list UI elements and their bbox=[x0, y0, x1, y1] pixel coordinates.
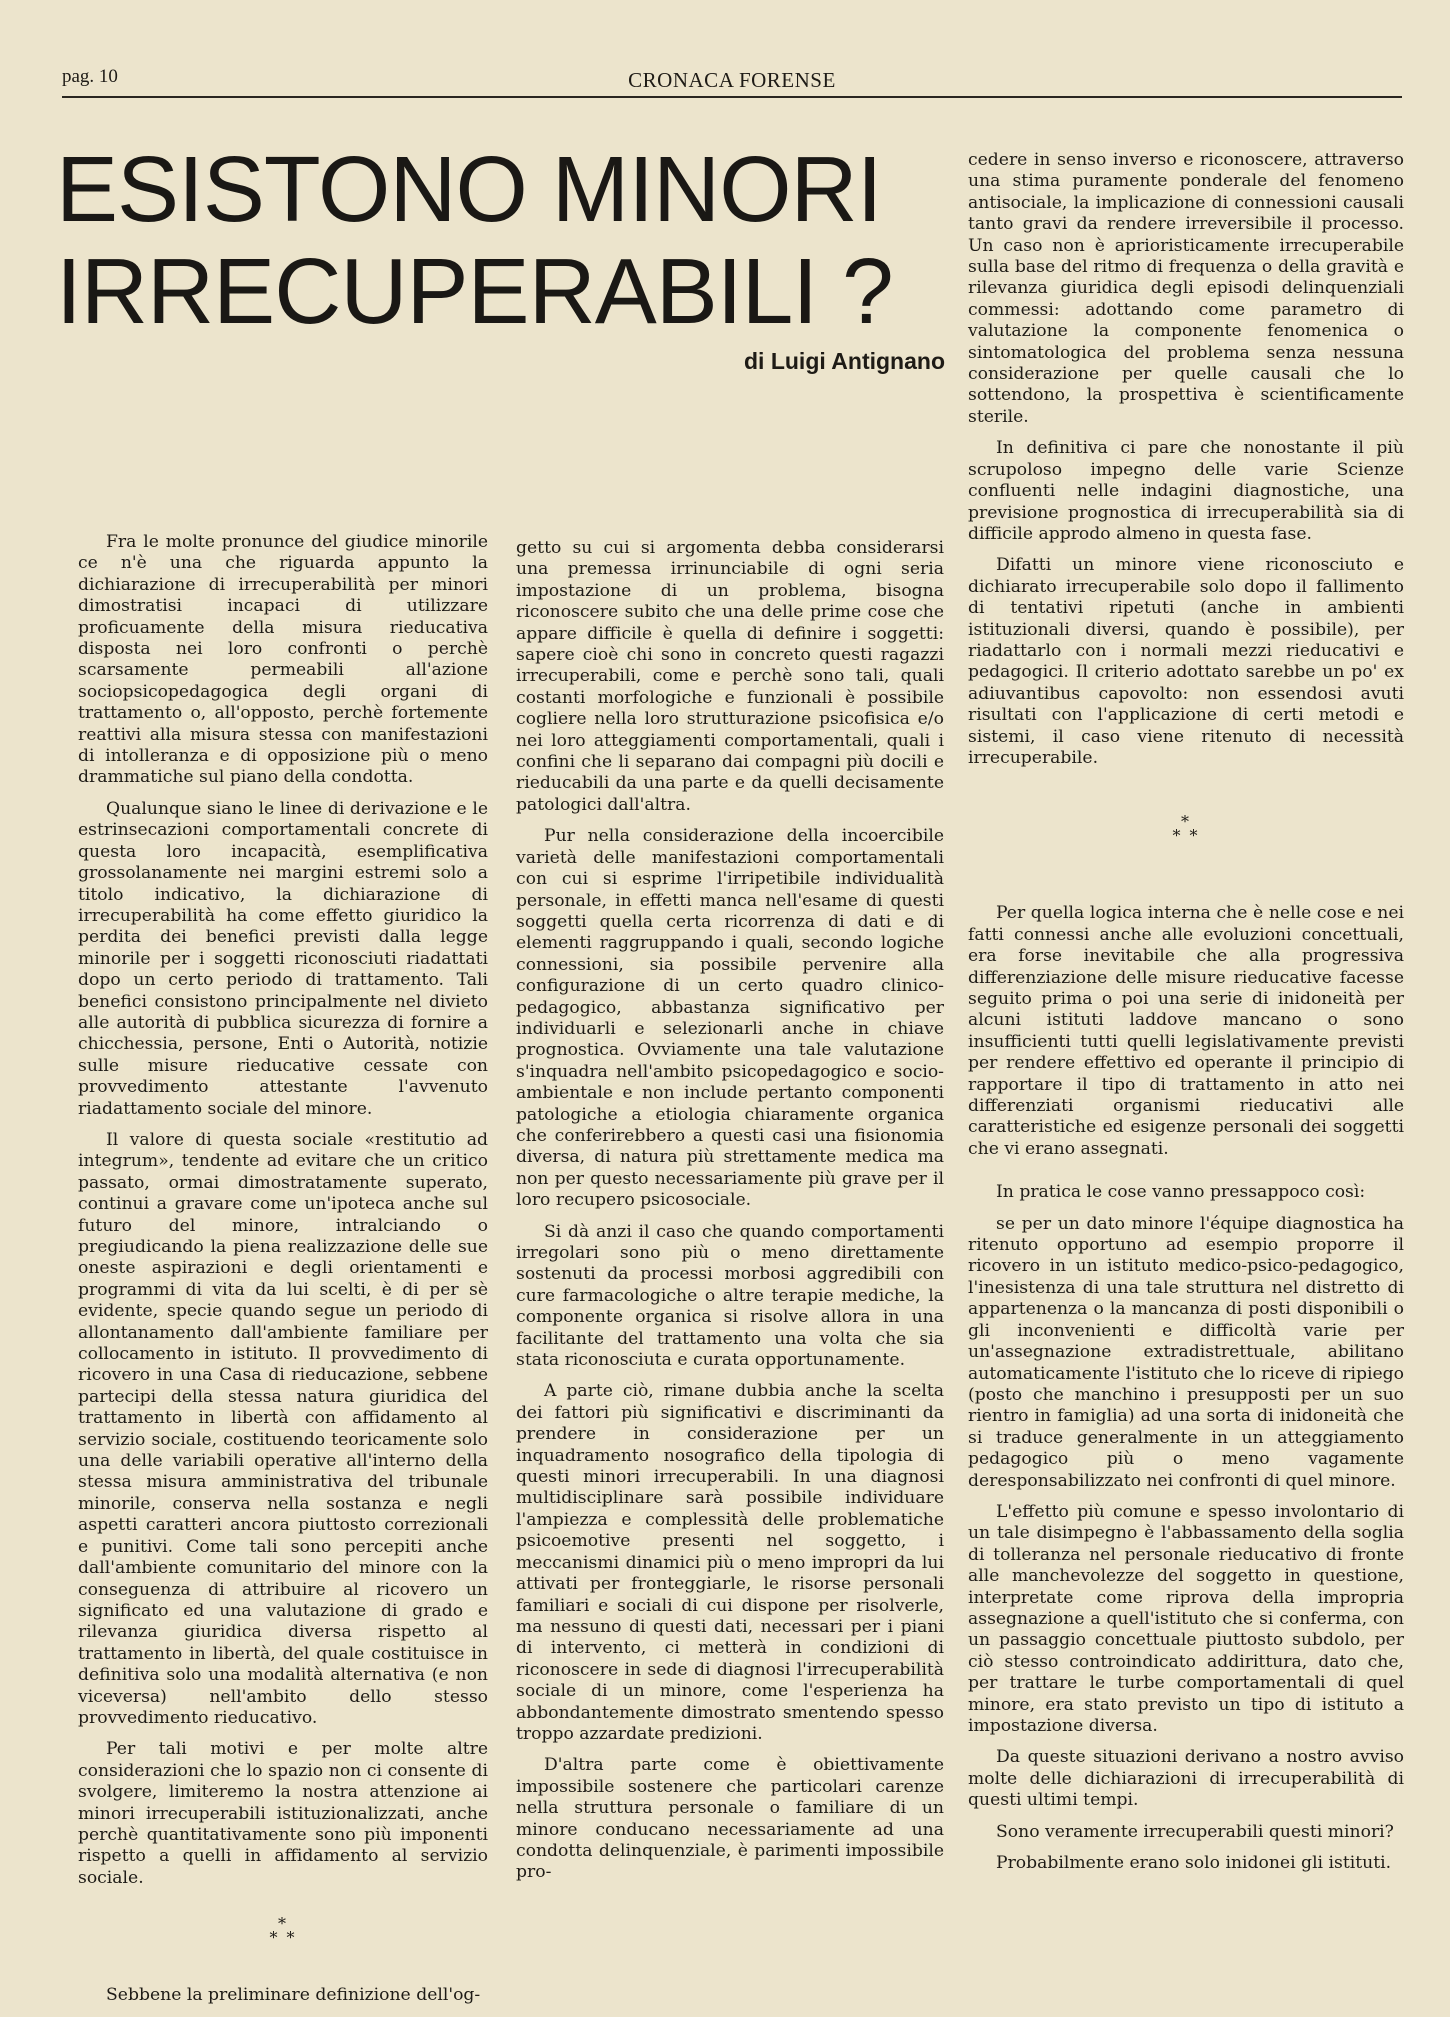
paragraph: In pratica le cose vanno pressappoco così: bbox=[996, 1182, 1366, 1203]
article-title-line-2: IRRECUPERABILI ? bbox=[56, 239, 893, 343]
paragraph: D'altra parte come è obiettivamente impossibile sostenere che particolari carenze nella struttura personale o familiare di un minore conducano necessariamente ad una condotta delinquenziale, è parimenti impossibile pro- bbox=[516, 1755, 944, 1883]
paragraph: Difatti un minore viene riconosciuto e dichiarato irrecuperabile solo dopo il fallimento di tentativi ripetuti (anche in ambienti istituzionali diversi, quando è possibile), per riadattarlo con i normali mezzi rieducativi e pedagogici. Il criterio adottato sarebbe un po' ex adiuvantibus capovolto: non essendosi avuti risultati con l'applicazione di certi metodi e sistemi, il caso viene ritenuto di necessità irrecuperabile. bbox=[968, 555, 1404, 768]
paragraph: Per quella logica interna che è nelle cose e nei fatti connessi anche alle evoluzioni concettuali, era forse inevitabile che alla progressiva differenziazione delle misure rieducative facesse seguito prima o poi una serie di inidoneità per alcuni istituti laddove mancano o sono insufficienti tutti quelli legislativamente previsti per rendere effettivo ed operante il principio di rapportare il tipo di trattamento in atto nei differenziati organismi rieducativi alle caratteristiche ed esigenze personali dei soggetti che vi erano assegnati. bbox=[968, 903, 1404, 1159]
separator-star: * bbox=[286, 1928, 297, 1948]
text-column-3 bbox=[968, 150, 1404, 1884]
paragraph: se per un dato minore l'équipe diagnostica ha ritenuto opportuno ad esempio proporre il ricovero in un istituto medico-psico-pedagogico, l'inesistenza di una tale struttura nel distretto di appartenenza o la mancanza di posti disponibili o gli inconvenienti e difficoltà varie per un'assegnazione extradistrettuale, abilitano automaticamente l'istituto che lo riceve di ripiego (posto che manchino i presupposti per un suo rientro in famiglia) ad una sorta di inidoneità che si traduce generalmente in un atteggiamento pedagogico più o meno vagamente deresponsabilizzato nei confronti di quel minore. bbox=[968, 1213, 1404, 1491]
section-separator bbox=[78, 1914, 488, 1948]
text-column-2 bbox=[516, 538, 944, 1894]
paragraph: Fra le molte pronunce del giudice minorile ce n'è una che riguarda appunto la dichiarazione di irrecuperabilità per minori dimostratisi incapaci di utilizzare proficuamente della misura rieducativa disposta nei loro confronti o perchè scarsamente permeabili all'azione sociopsicopedagogica degli organi di trattamento o, all'opposto, perchè fortemente reattivi alla misura stessa con manifestazioni di intolleranza e di opposizione più o meno drammatiche sul piano della condotta. bbox=[78, 532, 488, 788]
paragraph: getto su cui si argomenta debba considerarsi una premessa irrinunciabile di ogni seria impostazione di un problema, bisogna riconoscere subito che una delle prime cose che appare difficile è quella di definire i soggetti: sapere cioè chi sono in concreto questi ragazzi irrecuperabili, come e perchè sono tali, quali costanti morfologiche e funzionali è possibile cogliere nella loro strutturazione psicofisica e/o nei loro atteggiamenti comportamentali, quali i confini che li separano dai compagni più docili e rieducabili da una parte e da quelli decisamente patologici dall'altra. bbox=[516, 538, 944, 815]
separator-star: * bbox=[1189, 826, 1200, 846]
paragraph: Qualunque siano le linee di derivazione e le estrinsecazioni comportamentali concrete di questa loro incapacità, esemplificativa grossolanamente nei margini estremi solo a titolo indicativo, la dichiarazione di irrecuperabilità ha come effetto giuridico la perdita dei benefici previsti dalla legge minorile per i soggetti riconosciuti riadattati dopo un certo periodo di trattamento. Tali benefici consistono principalmente nel divieto alle autorità di pubblica sicurezza di fornire a chicchessia, persone, Enti o Autorità, notizie sulle misure rieducative cessate con provvedimento attestante l'avvenuto riadattamento sociale del minore. bbox=[78, 798, 488, 1119]
paragraph: cedere in senso inverso e riconoscere, attraverso una stima puramente ponderale del fenomeno antisociale, la implicazione di connessioni causali tanto gravi da rendere irreversibile il processo. Un caso non è aprioristicamente irrecuperabile sulla base del ritmo di frequenza o della gravità e rilevanza giuridica degli episodi delinquenziali commessi: adottando come parametro di valutazione la componente fenomenica o sintomatologica del problema senza nessuna considerazione per quelle causali che lo sottendono, la prospettiva è scientificamente sterile. bbox=[968, 150, 1404, 427]
separator-star: * bbox=[269, 1928, 280, 1948]
paragraph: Pur nella considerazione della incoercibile varietà delle manifestazioni comportamentali con cui si esprime l'irripetibile individualità personale, in effetti manca nell'esame di questi soggetti quella certa ricorrenza di dati e di elementi raggruppando i quali, secondo logiche connessioni, sia possibile pervenire alla configurazione di un certo quadro clinico-pedagogico, abbastanza significativo per individuarli e selezionarli anche in chiave prognostica. Ovviamente una tale valutazione s'inquadra nell'ambito psicopedagogico e socio-ambientale e non include pertanto componenti patologiche a etiologia chiaramente organica che conferirebbero a questi casi una fisionomia diversa, di natura più strettamente medica ma non per questo necessariamente più grave per il loro recupero psicosociale. bbox=[516, 826, 944, 1211]
paragraph: Da queste situazioni derivano a nostro avviso molte delle dichiarazioni di irrecuperabilità di questi ultimi tempi. bbox=[968, 1747, 1404, 1811]
separator-star: * bbox=[1181, 812, 1191, 832]
paragraph: Probabilmente erano solo inidonei gli istituti. bbox=[996, 1853, 1392, 1874]
paragraph: A parte ciò, rimane dubbia anche la scelta dei fattori più significativi e discriminanti da prendere in considerazione per un inquadramento nosografico della tipologia di questi minori irrecuperabili. In una diagnosi multidisciplinare sarà possibile individuare l'ampiezza e complessità delle problematiche psicoemotive presenti nel soggetto, i meccanismi dinamici più o meno impropri da lui attivati per fronteggiarle, le risorse personali familiari e sociali di cui dispone per risolverle, ma nessuno di questi dati, necessari per i piani di intervento, ci metterà in condizioni di riconoscere in sede di diagnosi l'irrecuperabilità sociale di un minore, come l'esperienza ha abbondantemente dimostrato smentendo spesso troppo azzardate predizioni. bbox=[516, 1381, 944, 1744]
separator-star: * bbox=[278, 1914, 288, 1934]
paragraph: L'effetto più comune e spesso involontario di un tale disimpegno è l'abbassamento della soglia di tolleranza nel personale rieducativo di fronte alle manchevolezze del soggetto in questione, interpretate come riprova della impropria assegnazione a quell'istituto che si conferma, con un passaggio concettuale piuttosto subdolo, per ciò stesso controindicato addirittura, dato che, per trattare le turbe comportamentali di quel minore, era stato previsto un tipo di istituto a impostazione diversa. bbox=[968, 1501, 1404, 1736]
article-author: di Luigi Antignano bbox=[744, 348, 945, 374]
paragraph: Il valore di questa sociale «restitutio ad integrum», tendente ad evitare che un critico passato, ormai dimostratamente superato, continui a gravare come un'ipoteca anche sul futuro del minore, intralciando o pregiudicando la piena realizzazione delle sue oneste aspirazioni e degli orientamenti e programmi di vita da lui scelti, è di per sè evidente, specie quando segue un periodo di allontanamento dall'ambiente familiare per collocamento in istituto. Il provvedimento di ricovero in una Casa di rieducazione, sebbene partecipi della stessa natura giuridica del trattamento in libertà con affidamento al servizio sociale, costituendo teoricamente solo una delle variabili operative all'interno della stessa misura amministrativa del tribunale minorile, conserva nella sostanza e negli aspetti caratteri ancora piuttosto correzionali e punitivi. Come tali sono percepiti anche dall'ambiente comunitario del minore con la conseguenza di attribuire al ricovero un significato ed una valutazione di grado e rilevanza giuridica diversa rispetto al trattamento in libertà, del quale costituisce in definitiva solo una modalità alternativa (e non viceversa) nell'ambito dello stesso provvedimento rieducativo. bbox=[78, 1129, 488, 1728]
paragraph: Sebbene la preliminare definizione dell'og- bbox=[106, 1985, 481, 2006]
section-separator bbox=[968, 812, 1404, 846]
page-number: pag. 10 bbox=[62, 66, 118, 87]
paragraph: Si dà anzi il caso che quando comportamenti irregolari sono più o meno direttamente sostenuti da processi morbosi aggredibili con cure farmacologiche o altre terapie mediche, la componente organica si risolve allora in una facilitante del trattamento una volta che sia stata riconosciuta e curata opportunamente. bbox=[516, 1221, 944, 1371]
paragraph: Sono veramente irrecuperabili questi minori? bbox=[996, 1821, 1394, 1842]
text-column-1 bbox=[78, 532, 488, 2017]
page-header bbox=[62, 62, 1402, 98]
journal-title: CRONACA FORENSE bbox=[628, 68, 836, 92]
article-title-line-1: ESISTONO MINORI bbox=[56, 137, 882, 241]
paragraph: In definitiva ci pare che nonostante il più scrupoloso impegno delle varie Scienze confluenti nelle indagini diagnostiche, una previsione prognostica di irrecuperabilità sia di difficile approdo almeno in questa fase. bbox=[968, 438, 1404, 544]
separator-star: * bbox=[1172, 826, 1183, 846]
paragraph: Per tali motivi e per molte altre considerazioni che lo spazio non ci consente di svolgere, limiteremo la nostra attenzione ai minori irrecuperabili istituzionalizzati, anche perchè quantitativamente sono più imponenti rispetto a quelli in affidamento al servizio sociale. bbox=[78, 1739, 488, 1888]
article-title bbox=[56, 138, 956, 342]
